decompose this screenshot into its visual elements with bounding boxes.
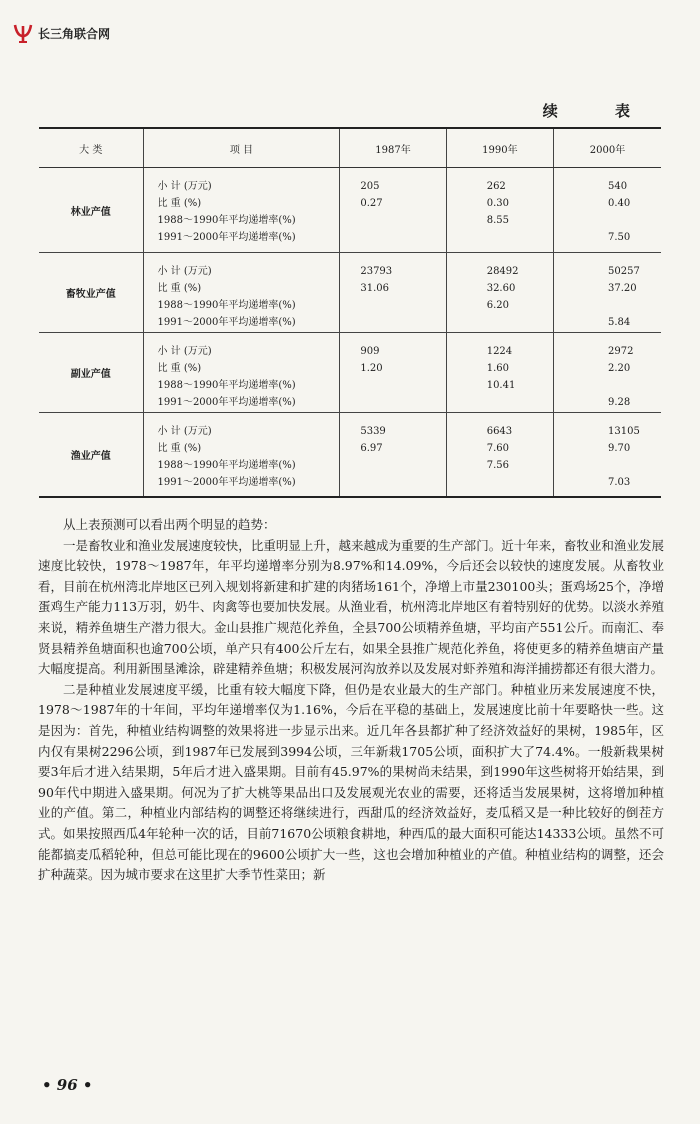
header-1987: 1987年 (340, 128, 446, 168)
item-cell-line: 1991～2000年平均递增率(%) (157, 397, 296, 408)
body-text (38, 515, 664, 886)
item-cell-line: 比 重 (%) (157, 283, 202, 294)
logo-text: 长三角联合网 (38, 26, 111, 41)
item-cell-line: 1991～2000年平均递增率(%) (157, 477, 296, 488)
value-1990-cell-line: 10.41 (486, 380, 516, 391)
value-1987-cell-line (340, 229, 445, 246)
value-2000-cell-line: 2972 (608, 346, 634, 357)
value-1987-cell (340, 413, 446, 497)
table-row (39, 413, 661, 497)
value-2000-cell-line: 37.20 (608, 283, 637, 294)
value-1987-cell-line (340, 297, 445, 314)
category-cell: 渔业产值 (39, 413, 143, 497)
value-2000-cell (554, 253, 662, 333)
item-cell-line: 1991～2000年平均递增率(%) (157, 232, 296, 243)
site-logo (12, 22, 110, 44)
header-category: 大 类 (39, 128, 143, 168)
item-cell-line: 小 计 (万元) (157, 266, 212, 277)
value-1990-cell (446, 333, 553, 413)
value-2000-cell-line: 9.28 (608, 397, 631, 408)
value-1990-cell-line: 1224 (486, 346, 513, 357)
value-1987-cell-line: 909 (360, 346, 380, 357)
value-2000-cell-line: 7.03 (608, 477, 631, 488)
value-2000-cell-line (554, 457, 661, 474)
value-2000-cell-line: 50257 (608, 266, 640, 277)
value-1987-cell-line: 23793 (360, 266, 393, 277)
value-1987-cell-line: 0.27 (360, 198, 383, 209)
value-1987-cell-line (340, 377, 445, 394)
value-1987-cell-line: 1.20 (360, 363, 383, 374)
table-row (39, 333, 661, 413)
header-1990: 1990年 (446, 128, 553, 168)
value-1987-cell-line (340, 212, 445, 229)
category-cell: 畜牧业产值 (39, 253, 143, 333)
value-2000-cell-line: 13105 (608, 426, 640, 437)
item-cell-line: 比 重 (%) (157, 198, 202, 209)
value-2000-cell-line: 2.20 (608, 363, 631, 374)
value-1990-cell-line: 262 (486, 181, 506, 192)
item-cell-line: 比 重 (%) (157, 363, 202, 374)
value-1987-cell (340, 168, 446, 253)
item-cell-line: 1988～1990年平均递增率(%) (157, 460, 296, 471)
value-1990-cell-line: 28492 (486, 266, 519, 277)
paragraph: 二是种植业发展速度平缓，比重有较大幅度下降，但仍是农业最大的生产部门。种植业历来发展速度不快，1978～1987年的十年间，平均年递增率仅为1.16%，今后在平稳的基础上，发展速度比前十年要略快一些。这是因为：首先，种植业结构调整的效果将进一步显示出来。近几年各县都扩种了经济效益好的果树，1985年，区内仅有果树2296公顷，到1987年已发展到3994公顷，三年新栽1705公顷，面积扩大了74.4%。一般新栽果树要3年后才进入结果期，5年后才进入盛果期。目前有45.97%的果树尚未结果，到1990年这些树将开始结果，到90年代中期进入盛果期。何况为了扩大桃等果品出口及发展观光农业的需要，还将适当发展果树，这将增加种植业的产值。第二，种植业内部结构的调整还将继续进行，西甜瓜的经济效益好，麦瓜稻又是一种比较好的倒茬方式。如果按照西瓜4年轮种一次的话，目前71670公顷粮食耕地，种西瓜的最大面积可能达14333公顷。虽然不可能都搞麦瓜稻轮种，但总可能比现在的9600公顷扩大一些，这也会增加种植业的产值。种植业结构的调整，还会扩种蔬菜。因为城市要求在这里扩大季节性菜田；新 (38, 681, 664, 883)
value-1990-cell (446, 253, 553, 333)
continued-table-label: 续 表 (542, 102, 656, 120)
value-2000-cell-line (554, 297, 661, 314)
table-body (39, 168, 661, 497)
value-1990-cell (446, 168, 553, 253)
item-cell-line: 1988～1990年平均递增率(%) (157, 300, 296, 311)
item-cell-line: 小 计 (万元) (157, 426, 212, 437)
value-1990-cell-line: 6643 (486, 426, 513, 437)
value-1990-cell (446, 413, 553, 497)
item-cell-line: 比 重 (%) (157, 443, 202, 454)
value-1990-cell-line: 32.60 (486, 283, 516, 294)
value-1987-cell-line: 205 (360, 181, 380, 192)
value-1987-cell-line (340, 394, 445, 411)
value-1990-cell-line (447, 474, 553, 491)
item-cell-line: 小 计 (万元) (157, 346, 212, 357)
value-1990-cell-line: 1.60 (486, 363, 509, 374)
item-cell (143, 253, 340, 333)
item-cell-line: 1991～2000年平均递增率(%) (157, 317, 296, 328)
item-cell (143, 333, 340, 413)
value-2000-cell-line (554, 377, 661, 394)
value-2000-cell-line: 5.84 (608, 317, 631, 328)
value-1990-cell-line: 8.55 (486, 215, 509, 226)
value-1990-cell-line: 7.56 (486, 460, 509, 471)
paragraph: 一是畜牧业和渔业发展速度较快，比重明显上升，越来越成为重要的生产部门。近十年来，畜牧业和渔业发展速度比较快，1978～1987年，年平均递增率分别为8.97%和14.09%，今后还会以较快的速度发展。从畜牧业看，目前在杭州湾北岸地区已列入规划将新建和扩建的肉猪场161个，净增上市量230100头；蛋鸡场25个，净增蛋鸡生产能力113万羽，奶牛、肉禽等也要加快发展。从渔业看，杭州湾北岸地区有着特别好的优势。以淡水养殖来说，精养鱼塘生产潜力很大。金山县推广规范化养鱼，全县700公顷精养鱼塘，平均亩产551公斤。而南汇、奉贤县精养鱼塘面积也逾700公顷，单产只有400公斤左右，如果全县推广规范化养鱼，将使更多的精养鱼塘亩产量大幅度提高。利用新围垦滩涂，辟建精养鱼塘；积极发展河沟放养以及发展对虾养殖和海洋捕捞都还有很大潜力。 (38, 537, 664, 677)
value-2000-cell-line (554, 212, 661, 229)
value-2000-cell-line: 7.50 (608, 232, 631, 243)
value-1987-cell-line (340, 457, 445, 474)
value-1990-cell-line (447, 394, 553, 411)
value-1990-cell-line: 6.20 (486, 300, 509, 311)
value-1987-cell-line: 5339 (360, 426, 386, 437)
value-1990-cell-line (447, 229, 553, 246)
category-cell: 林业产值 (39, 168, 143, 253)
value-2000-cell-line: 540 (608, 181, 628, 192)
value-2000-cell (554, 333, 662, 413)
value-2000-cell (554, 168, 662, 253)
paragraph: 从上表预测可以看出两个明显的趋势： (63, 517, 276, 532)
item-cell (143, 168, 340, 253)
table-header-row (39, 128, 661, 168)
value-1987-cell (340, 253, 446, 333)
page-number: • 96 • (42, 1076, 93, 1094)
table-row (39, 253, 661, 333)
item-cell-line: 1988～1990年平均递增率(%) (157, 215, 296, 226)
value-1987-cell-line: 31.06 (360, 283, 389, 294)
value-1987-cell-line: 6.97 (360, 443, 383, 454)
forecast-table (39, 127, 661, 498)
value-2000-cell-line: 0.40 (608, 198, 631, 209)
value-2000-cell-line: 9.70 (608, 443, 631, 454)
header-item: 项 目 (143, 128, 340, 168)
item-cell-line: 1988～1990年平均递增率(%) (157, 380, 296, 391)
value-1987-cell-line (340, 474, 445, 491)
value-1990-cell-line: 7.60 (486, 443, 509, 454)
value-1990-cell-line (447, 314, 553, 331)
value-2000-cell (554, 413, 662, 497)
item-cell-line: 小 计 (万元) (157, 181, 212, 192)
value-1987-cell (340, 333, 446, 413)
value-1987-cell-line (340, 314, 445, 331)
item-cell (143, 413, 340, 497)
header-2000: 2000年 (554, 128, 662, 168)
table-row (39, 168, 661, 253)
logo-mark-icon (12, 22, 34, 44)
value-1990-cell-line: 0.30 (486, 198, 509, 209)
category-cell: 副业产值 (39, 333, 143, 413)
